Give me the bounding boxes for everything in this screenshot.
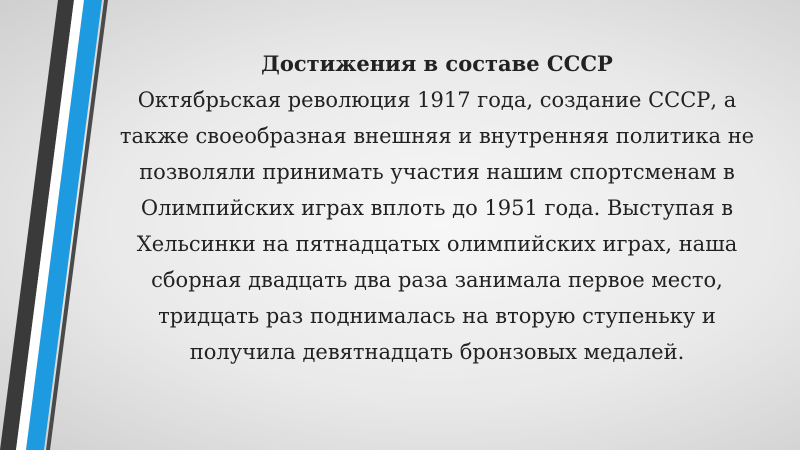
slide-body-text: Октябрьская революция 1917 года, создание СССР, а также своеобразная внешняя и внутренняя политика не позволяли принимать участия нашим спортсменам в Олимпийских играх вплоть до 1951 года. Выступая в Хельсинки на пятнадцатых олимпийских играх, наша сборная двадцать два раза занимала первое место, тридцать раз поднималась на вторую ступеньку и получила девятнадцать бронзовых медалей. [119,88,755,364]
slide-title: Достижения в составе СССР [261,51,613,76]
content-block [112,46,762,370]
